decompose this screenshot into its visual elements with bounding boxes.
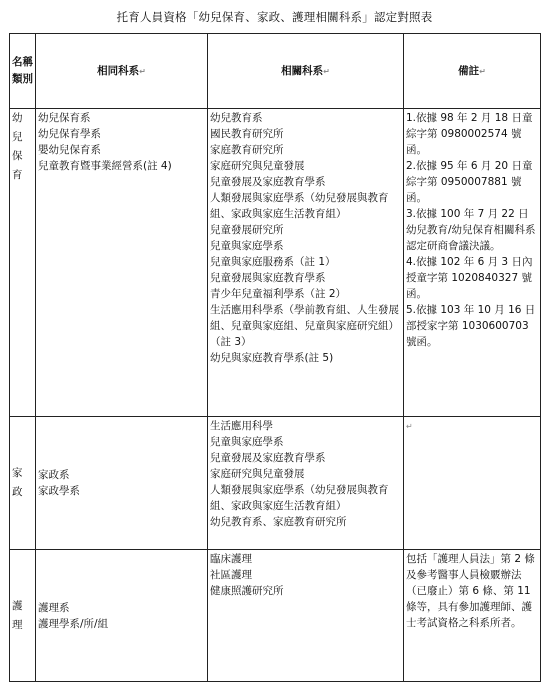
table-row (10, 550, 541, 682)
table-row (10, 417, 541, 550)
table-row (10, 109, 541, 417)
notes-cell: 1.依據 98 年 2 月 18 日童綜字第 0980002574 號函。 2.依據 95 年 6 月 20 日童綜字第 0950007881 號函。 3.依據 100 年 7 月 22 日幼兒教育/幼兒保育相關科系認定研商會議決議。 4.依據 102 年 6 月 3 日內授童字第 1020840327 號函。 5.依據 103 年 10 月 16 日部授家字第 1030600703 號函。 (404, 109, 541, 417)
category-cell: 家政 (10, 417, 36, 550)
same-cell: 護理系 護理學系/所/組 (36, 550, 208, 682)
same-cell: 幼兒保育系 幼兒保育學系 嬰幼兒保育系 兒童教育暨事業經營系(註 4) (36, 109, 208, 417)
document-title: 托育人員資格「幼兒保育、家政、護理相關科系」認定對照表 (116, 10, 433, 24)
header-notes: 備註↵ (404, 34, 541, 109)
related-cell: 臨床護理 社區護理 健康照護研究所 (208, 550, 404, 682)
header-related: 相關科系↵ (208, 34, 404, 109)
header-same: 相同科系↵ (36, 34, 208, 109)
notes-cell: 包括「護理人員法」第 2 條及參考醫事人員檢覈辦法（已廢止）第 6 條、第 11 條等，具有參加護理師、護士考試資格之科系所者。 (404, 550, 541, 682)
related-cell: 生活應用科學 兒童與家庭學系 兒童發展及家庭教育學系 家庭研究與兒童發展 人類發展與家庭學系（幼兒發展與教育組、家政與家庭生活教育組） 幼兒教育系、家庭教育研究所 (208, 417, 404, 550)
category-cell: 幼兒保育 (10, 109, 36, 417)
header-category: 名稱類別 (10, 34, 36, 109)
notes-cell: ↵ (404, 417, 541, 550)
related-cell: 幼兒教育系 國民教育研究所 家庭教育研究所 家庭研究與兒童發展 兒童發展及家庭教育學系 人類發展與家庭學系（幼兒發展與教育組、家政與家庭生活教育組） 兒童發展研究所 兒童與家庭學系 兒童與家庭服務系（註 1） 兒童發展與家庭教育學系 青少年兒童福利學系（註 2） 生活應用科學系（學前教育組、人生發展組、兒童與家庭組、兒童與家庭研究組）（註 3） 幼兒與家庭教育學系(註 5) (208, 109, 404, 417)
table-header-row (10, 34, 541, 109)
category-cell: 護理 (10, 550, 36, 682)
same-cell: 家政系 家政學系 (36, 417, 208, 550)
comparison-table (9, 33, 541, 682)
